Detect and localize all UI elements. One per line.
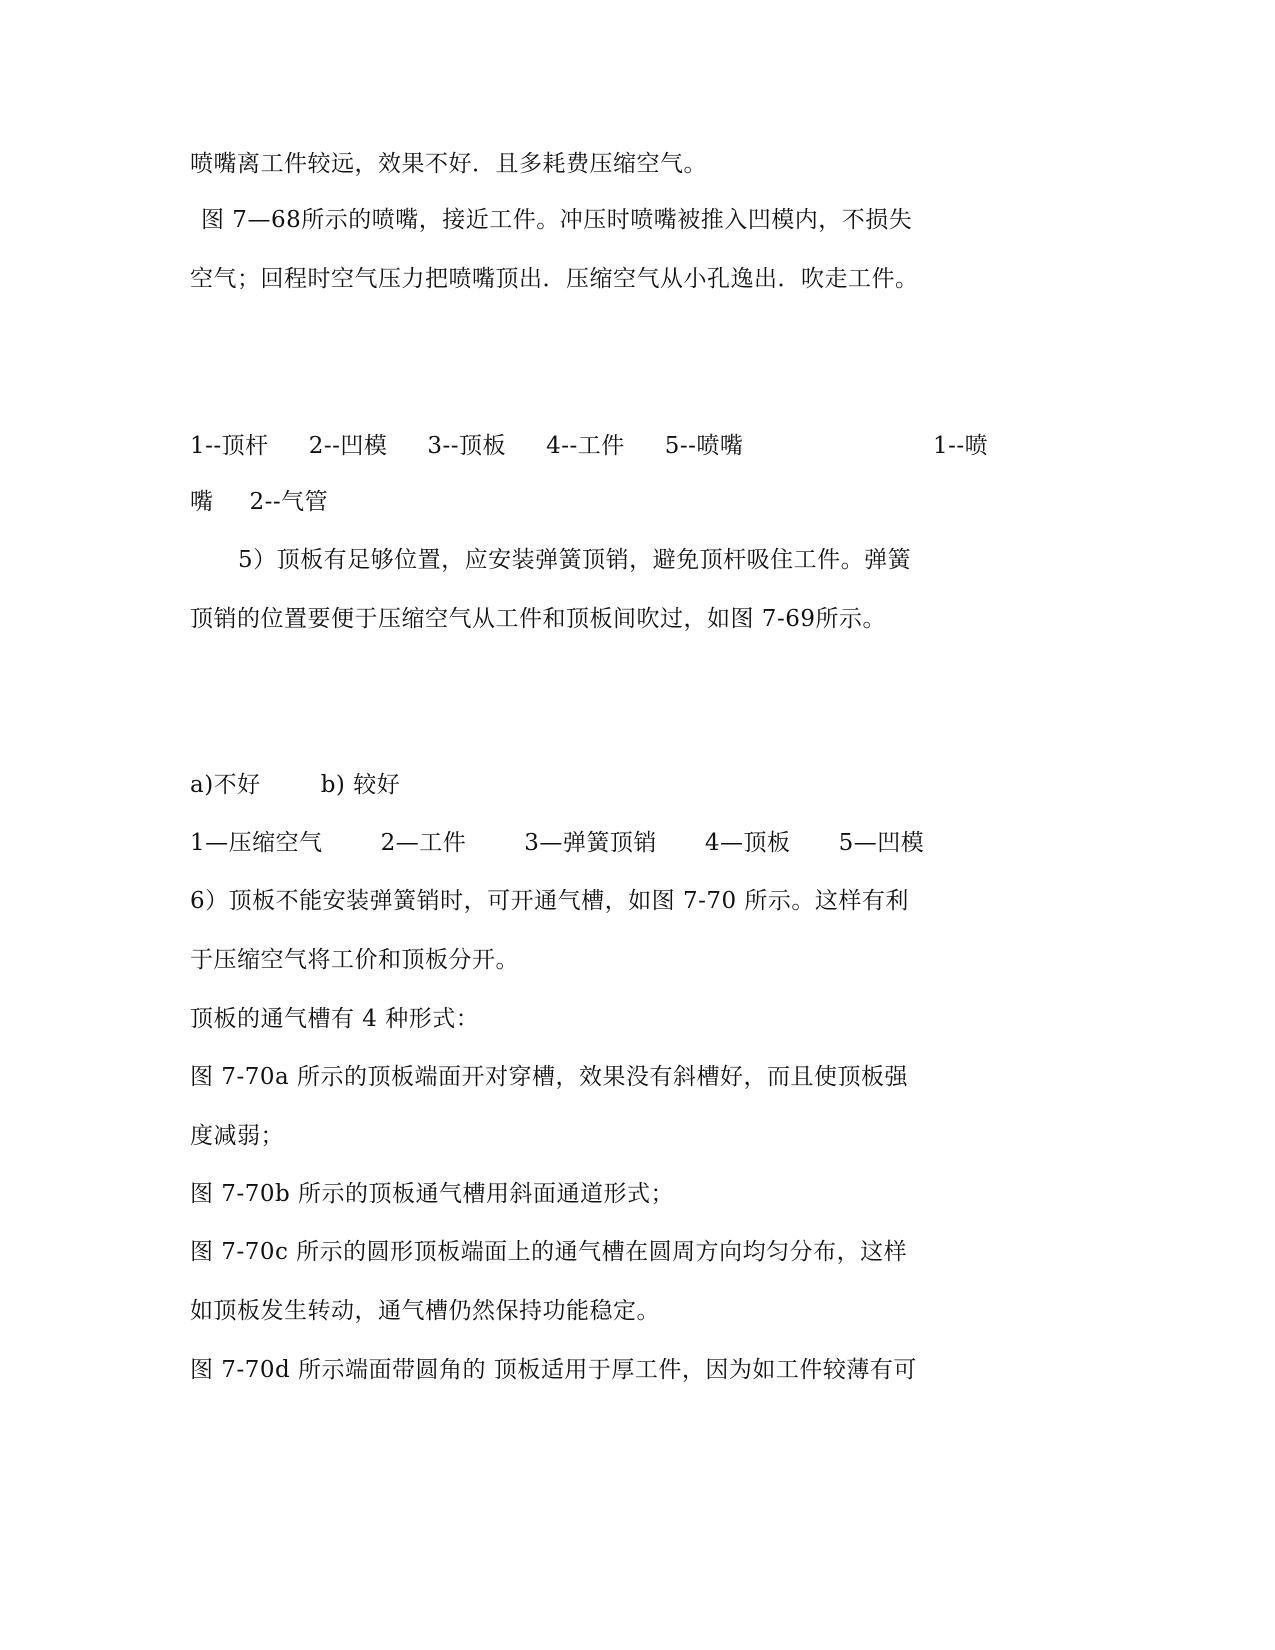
figure-legend-7-69	[190, 828, 924, 858]
legend2-item-3: 3—弹簧顶销	[524, 830, 657, 856]
paragraph-line-2: 图 7—68所示的喷嘴，接近工件。冲压时喷嘴被推入凹模内，不损失	[201, 207, 913, 233]
caption-a: a)不好	[190, 772, 261, 798]
paragraph-line-3: 空气；回程时空气压力把喷嘴顶出．压缩空气从小孔逸出．吹走工件。	[190, 266, 919, 292]
legend-item-3: 3--顶板	[427, 433, 507, 459]
caption-b: b) 较好	[320, 772, 401, 798]
legend-continued-head: 嘴	[190, 489, 214, 515]
paragraph-line-11: 顶板的通气槽有 4 种形式：	[190, 1006, 480, 1032]
legend2-item-2: 2—工件	[380, 830, 467, 856]
legend-item-4: 4--工件	[546, 433, 625, 459]
paragraph-line-15: 图 7-70c 所示的圆形顶板端面上的通气槽在圆周方向均匀分布，这样	[190, 1239, 908, 1265]
legend2-item-1: 1—压缩空气	[190, 830, 323, 856]
legend-item-2: 2--凹模	[308, 433, 388, 459]
legend-item-1: 1--顶杆	[190, 433, 269, 459]
legend2-item-4: 4—顶板	[704, 830, 791, 856]
paragraph-line-5: 5）顶板有足够位置，应安装弹簧顶销，避免顶杆吸住工件。弹簧	[238, 547, 912, 573]
paragraph-line-16: 如顶板发生转动，通气槽仍然保持功能稳定。	[190, 1298, 660, 1324]
figure-captions-7-69	[190, 770, 400, 800]
paragraph-line-14: 图 7-70b 所示的顶板通气槽用斜面通道形式；	[190, 1181, 675, 1207]
paragraph-line-10: 于压缩空气将工价和顶板分开。	[190, 947, 519, 973]
legend-item-5: 5--喷嘴	[664, 433, 744, 459]
legend-right-item-2: 2--气管	[249, 489, 329, 515]
paragraph-line-1: 喷嘴离工件较远，效果不好．且多耗费压缩空气。	[190, 151, 707, 177]
paragraph-line-17: 图 7-70d 所示端面带圆角的 顶板适用于厚工件，因为如工件较薄有可	[190, 1357, 917, 1383]
legend2-item-5: 5—凹模	[838, 830, 925, 856]
figure-legend-continued	[190, 487, 328, 517]
paragraph-line-12: 图 7-70a 所示的顶板端面开对穿槽，效果没有斜槽好，而且使顶板强	[190, 1064, 909, 1090]
paragraph-line-9: 6）顶板不能安装弹簧销时，可开通气槽，如图 7-70 所示。这样有利	[190, 888, 909, 914]
paragraph-line-6: 顶销的位置要便于压缩空气从工件和顶板间吹过，如图 7-69所示。	[190, 606, 886, 632]
figure-legend-7-68	[190, 431, 990, 461]
paragraph-line-13: 度减弱；	[190, 1123, 284, 1149]
legend-right-item-1: 1--喷	[933, 433, 989, 459]
